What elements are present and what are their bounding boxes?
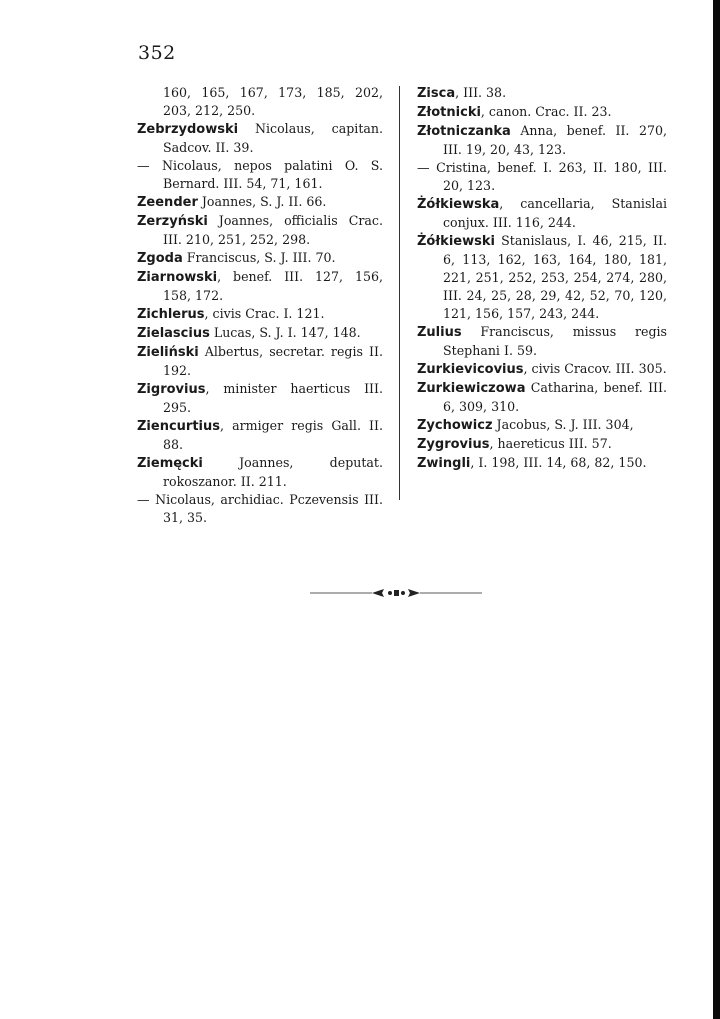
index-entry [417, 323, 667, 360]
entry-headword: Zichlerus [137, 307, 205, 322]
entry-headword: Zulius [417, 325, 462, 340]
index-entry [137, 305, 383, 324]
index-entry [137, 193, 383, 212]
entry-text: Joannes, S. J. II. 66. [197, 194, 327, 209]
entry-text: Lucas, S. J. I. 147, 148. [209, 325, 361, 340]
entry-headword: Zgoda [137, 251, 183, 266]
entry-headword: Zerzyński [137, 214, 208, 229]
entry-headword: Żółkiewski [417, 234, 495, 249]
entry-headword: Zieliński [137, 345, 199, 360]
entry-headword: Złotniczanka [417, 124, 511, 139]
entry-text: , civis Crac. I. 121. [204, 306, 325, 321]
index-entry [137, 157, 383, 193]
entry-text: Nicolaus, capitan. Sadcov. II. 39. [163, 121, 383, 155]
end-ornament [310, 586, 482, 600]
page-number: 352 [138, 42, 176, 64]
index-entry [137, 491, 383, 527]
index-entry [137, 249, 383, 268]
index-entry [417, 416, 667, 435]
index-entry [417, 454, 667, 473]
entry-text: , cancellaria, Stanislai conjux. III. 116, 244. [443, 196, 667, 230]
index-entry [137, 417, 383, 454]
entry-headword: Ziarnowski [137, 270, 218, 285]
index-entry [417, 232, 667, 323]
entry-text: , minister haerticus III. 295. [163, 381, 383, 415]
index-column-left [137, 84, 383, 527]
entry-text: — Nicolaus, archidiac. Pczevensis III. 31, 35. [137, 492, 383, 525]
column-divider [399, 86, 400, 500]
entry-text: , armiger regis Gall. II. 88. [163, 418, 383, 452]
index-entry [137, 380, 383, 417]
index-entry [417, 435, 667, 454]
entry-text: Catharina, benef. III. 6, 309, 310. [443, 380, 667, 414]
entry-text: — Nicolaus, nepos palatini O. S. Bernard. III. 54, 71, 161. [137, 158, 383, 191]
entry-headword: Zisca [417, 86, 456, 101]
entry-text: , canon. Crac. II. 23. [480, 104, 612, 119]
page-edge-shadow [713, 0, 720, 1019]
entry-text: Stanislaus, I. 46, 215, II. 6, 113, 162, 163, 164, 180, 181, 221, 251, 252, 253, 254, 274, 280, III. 24, 25, 28, 29, 42, 52, 70, 120, 121, 156, 157, 243, 244. [443, 233, 667, 321]
entry-text: Joannes, officialis Crac. III. 210, 251, 252, 298. [163, 213, 383, 247]
entry-text: , benef. III. 127, 156, 158, 172. [163, 269, 383, 303]
entry-text: — Cristina, benef. I. 263, II. 180, III. 20, 123. [417, 160, 667, 193]
entry-headword: Żółkiewska [417, 197, 500, 212]
entry-headword: Zygrovius [417, 437, 490, 452]
index-entry [417, 195, 667, 232]
entry-headword: Zwingli [417, 456, 471, 471]
index-entry [137, 343, 383, 380]
entry-text: Joannes, deputat. rokoszanor. II. 211. [163, 455, 383, 489]
index-entry [137, 268, 383, 305]
index-column-right [417, 84, 667, 473]
entry-headword: Złotnicki [417, 105, 481, 120]
entry-text: , III. 38. [455, 85, 507, 100]
index-entry [417, 122, 667, 159]
index-entry [417, 103, 667, 122]
entry-headword: Zurkievicovius [417, 362, 524, 377]
entry-headword: Zebrzydowski [137, 122, 239, 137]
index-entry [137, 120, 383, 157]
entry-headword: Zeender [137, 195, 198, 210]
index-entry [137, 212, 383, 249]
entry-text: , haereticus III. 57. [489, 436, 612, 451]
entry-text: Jacobus, S. J. III. 304, [492, 417, 634, 432]
entry-headword: Zurkiewiczowa [417, 381, 526, 396]
entry-text: Franciscus, missus regis Stephani I. 59. [443, 324, 667, 358]
entry-headword: Zigrovius [137, 382, 206, 397]
index-entry [137, 324, 383, 343]
entry-headword: Zychowicz [417, 418, 493, 433]
entry-headword: Ziencurtius [137, 419, 220, 434]
index-entry [417, 159, 667, 195]
index-entry [137, 84, 383, 120]
index-entry [417, 379, 667, 416]
index-entry [137, 454, 383, 491]
entry-text: Anna, benef. II. 270, III. 19, 20, 43, 123. [443, 123, 667, 157]
entry-text: , civis Cracov. III. 305. [523, 361, 667, 376]
entry-headword: Ziemęcki [137, 456, 203, 471]
entry-text: Albertus, secretar. regis II. 192. [163, 344, 383, 378]
entry-text: Franciscus, S. J. III. 70. [182, 250, 336, 265]
index-entry [417, 360, 667, 379]
entry-text: 160, 165, 167, 173, 185, 202, 203, 212, 250. [163, 85, 383, 118]
index-entry [417, 84, 667, 103]
entry-headword: Zielascius [137, 326, 210, 341]
entry-text: , I. 198, III. 14, 68, 82, 150. [470, 455, 647, 470]
